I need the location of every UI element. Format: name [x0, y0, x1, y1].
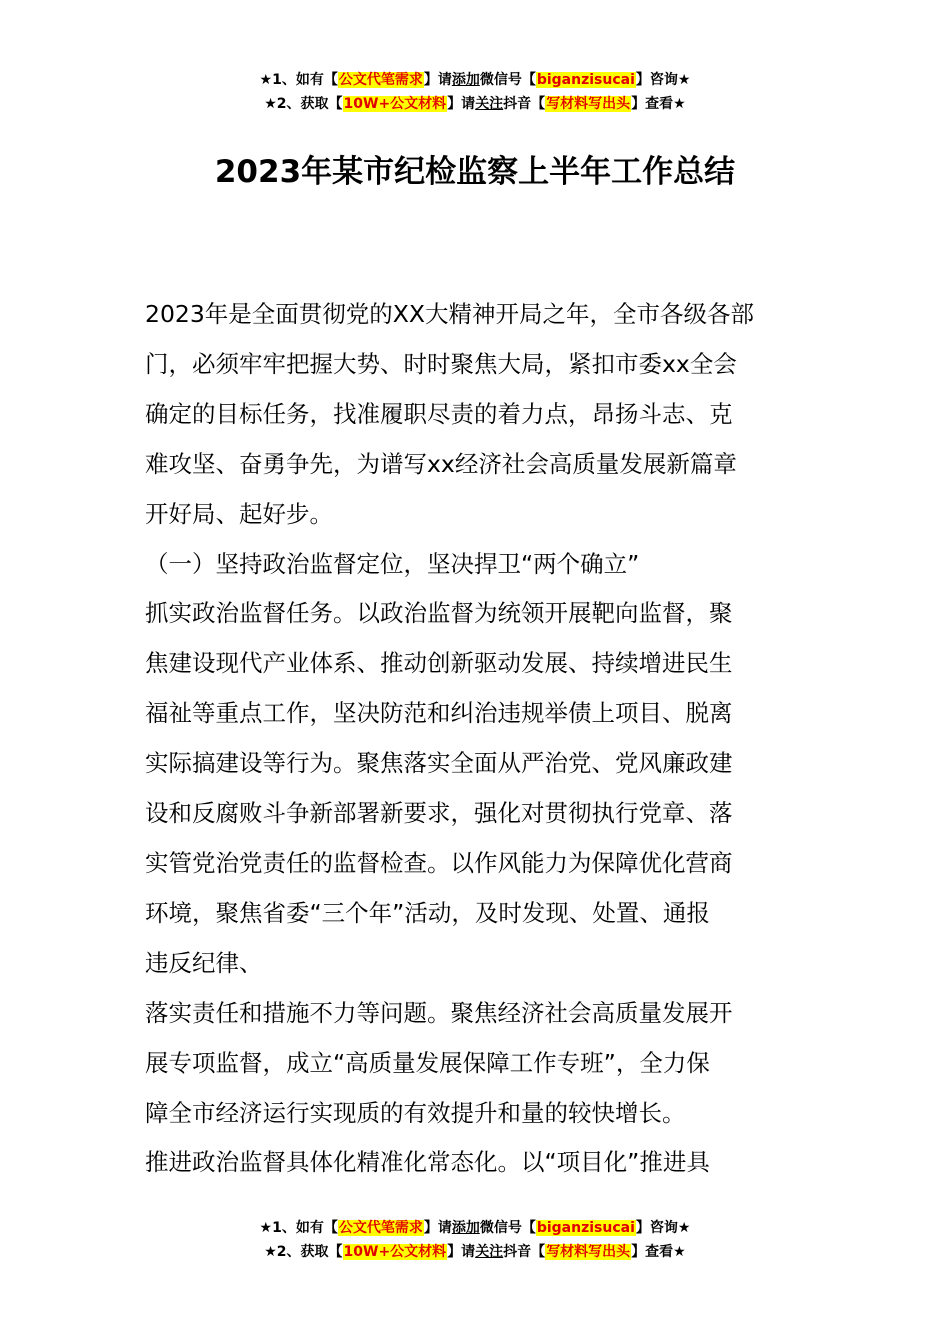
promo-underlined-text: 关注 [475, 96, 504, 112]
body-line: 2023年是全面贯彻党的XX大精神开局之年，全市各级各部 [145, 300, 755, 328]
document-title: 2023年某市纪检监察上半年工作总结 [214, 154, 736, 190]
promo-text: 】查看★ [631, 96, 686, 112]
promo-banner-bottom [0, 1216, 950, 1264]
promo-douyin-id: 写材料写出头 [546, 96, 631, 112]
promo-line-1 [0, 68, 950, 92]
body-line: 违反纪律、 [145, 948, 263, 977]
promo-text: ★1、如有【 [259, 72, 338, 88]
body-line: 落实责任和措施不力等问题。聚焦经济社会高质量发展开 [145, 998, 733, 1027]
promo-line-2 [0, 1240, 950, 1264]
promo-line-2 [0, 92, 950, 116]
promo-underlined-text: 添加 [451, 1220, 480, 1236]
promo-highlight: 10W+公文材料 [343, 96, 447, 112]
body-line: 福祉等重点工作，坚决防范和纠治违规举债上项目、脱离 [145, 699, 733, 728]
document-body [145, 290, 810, 1188]
promo-text: ★1、如有【 [259, 1220, 338, 1236]
body-line: 推进政治监督具体化精准化常态化。以“项目化”推进具 [145, 1148, 710, 1177]
promo-text: 微信号【 [479, 1220, 536, 1236]
promo-text: 】请 [447, 96, 476, 112]
promo-text: 】请 [447, 1244, 476, 1260]
promo-highlight: 10W+公文材料 [343, 1244, 447, 1260]
promo-underlined-text: 关注 [475, 1244, 504, 1260]
promo-text: 】咨询★ [635, 72, 691, 88]
promo-line-1 [0, 1216, 950, 1240]
promo-text: 抖音【 [503, 1244, 546, 1260]
body-line: 设和反腐败斗争新部署新要求，强化对贯彻执行党章、落 [145, 799, 733, 828]
promo-wechat-id: biganzisucai [536, 72, 635, 88]
promo-text: ★2、获取【 [264, 1244, 343, 1260]
promo-underlined-text: 添加 [451, 72, 480, 88]
body-line: 实管党治党责任的监督检查。以作风能力为保障优化营商 [145, 848, 733, 877]
promo-text: 】查看★ [631, 1244, 686, 1260]
section-heading: （一）坚持政治监督定位，坚决捍卫“两个确立” [145, 549, 640, 578]
promo-highlight: 公文代笔需求 [338, 72, 423, 88]
body-line: 开好局、起好步。 [145, 499, 333, 528]
promo-text: 】请 [423, 72, 452, 88]
promo-text: 抖音【 [503, 96, 546, 112]
body-line: 难攻坚、奋勇争先，为谱写xx经济社会高质量发展新篇章 [145, 449, 737, 478]
body-line: 环境，聚焦省委“三个年”活动，及时发现、处置、通报 [145, 898, 710, 927]
body-line: 展专项监督，成立“高质量发展保障工作专班”，全力保 [145, 1048, 710, 1077]
promo-text: 】请 [423, 1220, 452, 1236]
promo-text: ★2、获取【 [264, 96, 343, 112]
promo-text: 】咨询★ [635, 1220, 691, 1236]
promo-banner-top [0, 68, 950, 116]
body-line: 抓实政治监督任务。以政治监督为统领开展靶向监督，聚 [145, 599, 733, 628]
body-line: 实际搞建设等行为。聚焦落实全面从严治党、党风廉政建 [145, 749, 733, 778]
body-line: 障全市经济运行实现质的有效提升和量的较快增长。 [145, 1098, 686, 1127]
promo-text: 微信号【 [479, 72, 536, 88]
promo-wechat-id: biganzisucai [536, 1220, 635, 1236]
body-line: 确定的目标任务，找准履职尽责的着力点，昂扬斗志、克 [145, 399, 733, 428]
promo-douyin-id: 写材料写出头 [546, 1244, 631, 1260]
body-line: 门，必须牢牢把握大势、时时聚焦大局，紧扣市委xx全会 [145, 349, 737, 378]
promo-highlight: 公文代笔需求 [338, 1220, 423, 1236]
body-line: 焦建设现代产业体系、推动创新驱动发展、持续增进民生 [145, 649, 733, 678]
